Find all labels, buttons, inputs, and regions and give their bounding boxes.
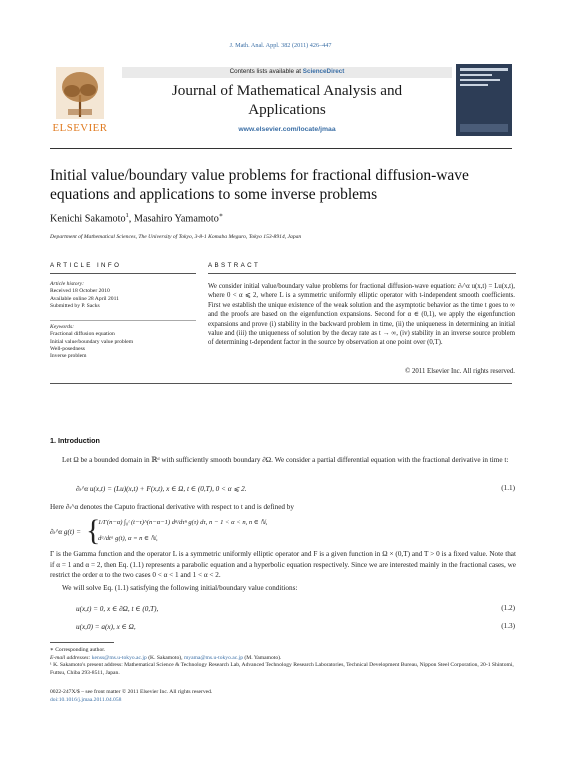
journal-title-line1: Journal of Mathematical Analysis and <box>171 82 403 99</box>
email-label: E-mail addresses: <box>50 654 91 661</box>
corresponding-author-note: ∗ Corresponding author. <box>50 647 106 653</box>
caputo-case-integer: dᵅ/dtᵅ g(t), α = n ∈ ℕ, <box>98 535 158 542</box>
email-note <box>50 655 516 663</box>
keyword-item: Inverse problem <box>50 353 87 360</box>
caputo-definition-lhs: ∂ₜ^α g(t) = <box>50 528 81 536</box>
section-title: 1. Introduction <box>50 436 100 445</box>
email-owner: (K. Sakamoto), <box>148 654 183 661</box>
keywords-label: Keywords: <box>50 324 75 330</box>
issn-line: 0022-247X/$ – see front matter © 2011 Elsevier Inc. All rights reserved. <box>50 689 213 695</box>
paragraph: We will solve Eq. (1.1) satisfying the following initial/boundary value conditions: <box>62 584 298 592</box>
abstract-copyright: © 2011 Elsevier Inc. All rights reserved. <box>405 368 515 375</box>
journal-title <box>122 82 452 119</box>
keyword-item: Fractional diffusion equation <box>50 331 115 338</box>
article-info-rule <box>50 273 196 274</box>
caputo-case-fractional: 1/Γ(n−α) ∫₀ᵗ (t−τ)^(n−α−1) dⁿ/dτⁿ g(τ) dτ, n − 1 < α < n, n ∈ ℕ, <box>98 519 268 526</box>
paragraph: Here ∂ₜ^α denotes the Caputo fractional derivative with respect to t and is defined by <box>50 503 294 511</box>
footnote-rule <box>50 642 114 643</box>
equation-number: (1.2) <box>501 604 515 612</box>
journal-title-line2: Applications <box>248 100 326 118</box>
author-name[interactable]: Masahiro Yamamoto <box>133 213 219 225</box>
author-footnote-mark[interactable]: 1 <box>125 212 129 219</box>
sciencedirect-link[interactable]: ScienceDirect <box>302 68 345 75</box>
article-history-label: Article history: <box>50 281 85 287</box>
article-history <box>50 281 196 310</box>
email-link[interactable]: myama@ms.u-tokyo.ac.jp <box>183 654 243 661</box>
elsevier-logo <box>50 65 110 137</box>
author-list <box>50 211 223 224</box>
keyword-item: Well-posedness <box>50 345 85 352</box>
equation: u(x,0) = a(x), x ∈ Ω, <box>76 623 136 631</box>
author-separator: , <box>128 213 132 225</box>
paragraph: Γ is the Gamma function and the operator L is a symmetric uniformly elliptic operator and F is a given function in Ω × (0,T) and T > 0 is a fixed value. Note that if α = 1 and α = 2, then Eq. (1.1) represents a parabolic equation and a hyperbolic equation respectively. Since we are interested mainly in the fractional cases, we restrict the order α to the two cases 0 < α < 1 and 1 < α < 2. <box>50 550 516 580</box>
keyword-item: Initial value/boundary value problem <box>50 338 134 345</box>
footnotes <box>50 647 516 677</box>
article-info-heading: ARTICLE INFO <box>50 262 122 269</box>
email-link[interactable]: kenss@ms.u-tokyo.ac.jp <box>91 654 147 661</box>
journal-url[interactable]: www.elsevier.com/locate/jmaa <box>238 126 336 133</box>
info-divider <box>50 320 196 321</box>
equation-number: (1.1) <box>501 484 515 492</box>
doi-link[interactable]: doi:10.1016/j.jmaa.2011.04.058 <box>50 696 122 703</box>
contents-prefix: Contents lists available at <box>229 68 301 75</box>
abstract-rule <box>208 273 516 274</box>
article-title <box>50 166 520 204</box>
history-item: Submitted by P. Sacks <box>50 302 100 309</box>
affiliation: Department of Mathematical Sciences, The University of Tokyo, 3-8-1 Komaba Meguro, Tokyo 153-8914, Japan <box>50 234 302 240</box>
abstract-end-rule <box>50 383 512 384</box>
equation: u(x,t) = 0, x ∈ ∂Ω, t ∈ (0,T), <box>76 605 159 613</box>
present-address-note: ¹ K. Sakamoto's present address: Mathematical Science & Technology Research Lab, Advanced Technology Research Laboratories, Technical Development Bureau, Nippon Steel Corporation, 20-1 Shintomi, Futtsu, Chiba 293-8511, Japan. <box>50 662 514 676</box>
abstract-text: We consider initial value/boundary value problems for fractional diffusion-wave equation: ∂ₜ^α u(x,t) = Lu(x,t), where 0 < α ⩽ 2, where L is a symmetric uniformly elliptic operator with t-independent smooth coefficients. First we establish the unique existence of the weak solution and the asymptotic behavior as the time t goes to ∞ and the proofs are based on the eigenfunction expansions. Second for α ∈ (0,1), we apply the eigenfunction expansions and prove (i) stability in the backward problem in time, (ii) the uniqueness in determining an initial value and (iii) the uniqueness of solution by the decay rate as t → ∞, (iv) stability in an inverse source problem of determining t-dependent factor in the source by observation at one point over (0,T). <box>208 283 515 347</box>
history-item: Available online 28 April 2011 <box>50 295 119 302</box>
header-divider <box>50 148 512 149</box>
corresponding-author-mark[interactable]: ∗ <box>218 212 224 219</box>
keywords <box>50 324 196 360</box>
history-item: Received 18 October 2010 <box>50 288 110 295</box>
cover-art-icon <box>456 64 512 136</box>
abstract-heading: ABSTRACT <box>208 262 261 269</box>
elsevier-wordmark: ELSEVIER <box>52 122 108 134</box>
author-name[interactable]: Kenichi Sakamoto <box>50 213 126 225</box>
article-title-line1: Initial value/boundary value problems for fractional diffusion-wave <box>50 167 469 184</box>
article-title-line2: equations and applications to some inverse problems <box>50 186 378 203</box>
contents-line <box>122 68 452 75</box>
cases-brace: { <box>86 514 101 547</box>
front-matter <box>50 689 212 704</box>
equation: ∂ₜ^α u(x,t) = (Lu)(x,t) + F(x,t), x ∈ Ω, t ∈ (0,T), 0 < α ⩽ 2. <box>76 485 247 493</box>
journal-citation[interactable]: J. Math. Anal. Appl. 382 (2011) 426–447 <box>229 42 332 49</box>
equation-number: (1.3) <box>501 622 515 630</box>
email-owner: (M. Yamamoto). <box>244 654 282 661</box>
paragraph: Let Ω be a bounded domain in ℝᵈ with sufficiently smooth boundary ∂Ω. We consider a partial differential equation with the fractional derivative in time t: <box>62 456 509 464</box>
journal-cover-image[interactable] <box>456 64 512 136</box>
